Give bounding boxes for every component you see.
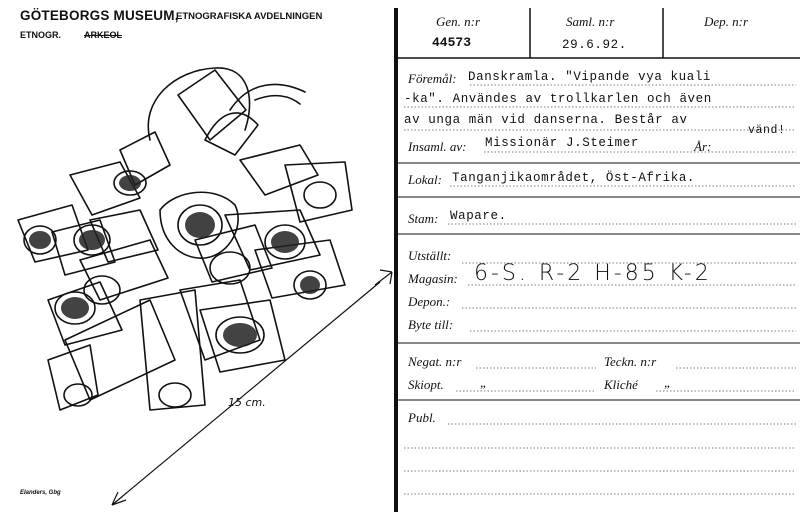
insaml-value: Missionär J.Steimer [485,136,639,150]
lokal-label: Lokal: [408,172,442,187]
section-etnogr: ETNOGR. [20,30,62,40]
negat-nr-label: Negat. n:r [408,354,462,369]
foremal-line-2: -ka". Användes av trollkarlen och även [404,92,712,106]
publ-label: Publ. [408,410,436,425]
kliche-value: „ [664,375,672,390]
gen-nr-value: 44573 [432,35,472,50]
magasin-value: 6-S. R-2 H-85 K-2 [474,261,712,286]
foremal-label: Föremål: [408,71,457,86]
section-arkeol-struck: ARKEOL [84,30,122,40]
gen-nr-label: Gen. n:r [436,14,481,29]
utstallt-label: Utställt: [408,248,452,263]
kliche-label: Kliché [604,377,638,392]
foremal-line-1: Danskramla. "Vipande vya kuali [468,70,712,84]
depon-label: Depon.: [408,294,451,309]
stam-label: Stam: [408,211,439,226]
foremal-line-3: av unga män vid danserna. Består av [404,113,688,127]
size-note: 15 cm. [228,396,266,409]
stam-value: Wapare. [450,209,507,223]
skiopt-value: „ [480,375,488,390]
dep-nr-label: Dep. n:r [704,14,749,29]
insaml-label: Insaml. av: [408,139,467,154]
teckn-nr-label: Teckn. n:r [604,354,657,369]
ar-label: År: [694,139,712,154]
saml-nr-value: 29.6.92. [562,38,627,52]
byte-till-label: Byte till: [408,317,454,332]
saml-nr-label: Saml. n:r [566,14,615,29]
turn-over-note: vänd! [748,124,786,137]
magasin-label: Magasin: [408,271,458,286]
museum-name: GÖTEBORGS MUSEUM, [20,8,179,23]
skiopt-label: Skiopt. [408,377,444,392]
department-name: ETNOGRAFISKA AVDELNINGEN [176,11,323,22]
printer-mark: Elanders, Gbg [20,490,61,496]
lokal-value: Tanganjikaområdet, Öst-Afrika. [452,171,696,185]
